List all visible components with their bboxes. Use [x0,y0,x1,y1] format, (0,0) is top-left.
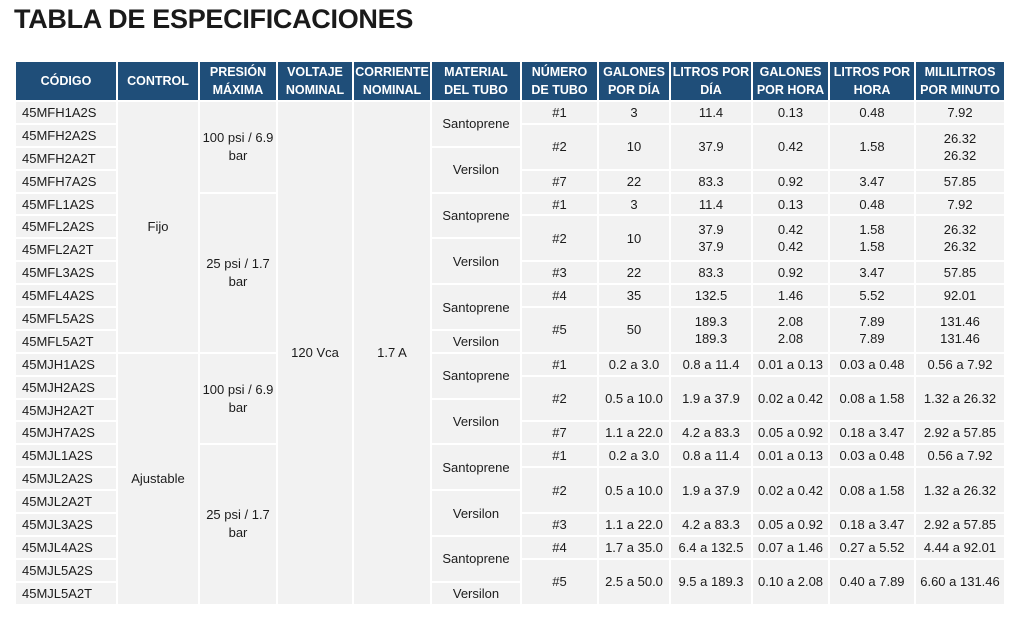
gallons-per-hour-cell [753,308,828,352]
liters-per-hour-cell-line: 7.89 [859,313,885,329]
pressure-cell: 100 psi / 6.9 bar [200,354,276,444]
ml-per-minute-cell: 1.32 a 26.32 [916,377,1004,421]
code-cell: 45MFL2A2T [16,239,116,260]
gallons-per-day-cell: 1.7 a 35.0 [599,537,669,558]
code-cell: 45MFL4A2S [16,285,116,306]
ml-per-minute-cell: 2.92 a 57.85 [916,514,1004,535]
header-control: CONTROL [118,62,198,100]
ml-per-minute-cell: 2.92 a 57.85 [916,422,1004,443]
gallons-per-hour-cell [753,216,828,260]
liters-per-day-cell: 11.4 [671,102,751,123]
ml-per-minute-cell: 0.56 a 7.92 [916,445,1004,466]
gallons-per-day-cell: 3 [599,102,669,123]
liters-per-day-cell: 132.5 [671,285,751,306]
gallons-per-hour-cell: 0.07 a 1.46 [753,537,828,558]
current-cell: 1.7 A [354,102,430,604]
gallons-per-day-cell: 10 [599,125,669,169]
liters-per-day-cell-line: 37.9 [698,239,724,255]
liters-per-hour-cell: 0.27 a 5.52 [830,537,914,558]
code-cell: 45MJH2A2S [16,377,116,398]
header-galones-dia: GALONES POR DÍA [599,62,669,100]
tube-material-cell: Versilon [432,491,520,535]
gallons-per-hour-cell-line: 0.42 [777,222,804,238]
header-voltaje: VOLTAJE NOMINAL [278,62,352,100]
liters-per-hour-cell-line: 1.58 [859,222,885,238]
ml-per-minute-cell: 4.44 a 92.01 [916,537,1004,558]
gallons-per-hour-cell: 0.05 a 0.92 [753,422,828,443]
gallons-per-hour-cell-line: 2.08 [777,330,804,346]
gallons-per-hour-cell: 0.13 [753,194,828,215]
tube-number-cell: #2 [522,468,597,512]
ml-per-minute-cell-line: 26.32 [943,130,977,146]
header-material: MATERIAL DEL TUBO [432,62,520,100]
gallons-per-day-cell: 0.5 a 10.0 [599,377,669,421]
tube-material-cell: Santoprene [432,354,520,398]
tube-number-cell: #4 [522,537,597,558]
code-cell: 45MFH1A2S [16,102,116,123]
ml-per-minute-cell [916,216,1004,260]
header-litros-hora: LITROS POR HORA [830,62,914,100]
code-cell: 45MFH7A2S [16,171,116,192]
tube-material-cell: Santoprene [432,285,520,329]
tube-number-cell: #7 [522,422,597,443]
ml-per-minute-cell-line: 131.46 [940,313,980,329]
liters-per-day-cell-line: 189.3 [694,313,728,329]
gallons-per-hour-cell: 0.05 a 0.92 [753,514,828,535]
ml-per-minute-cell: 0.56 a 7.92 [916,354,1004,375]
tube-number-cell: #3 [522,262,597,283]
liters-per-day-cell: 11.4 [671,194,751,215]
tube-material-cell: Versilon [432,331,520,352]
liters-per-day-cell-line: 37.9 [698,222,724,238]
ml-per-minute-cell-line: 26.32 [943,147,977,163]
gallons-per-hour-cell: 0.92 [753,262,828,283]
gallons-per-hour-cell: 0.01 a 0.13 [753,354,828,375]
ml-per-minute-cell [916,308,1004,352]
tube-number-cell: #1 [522,354,597,375]
code-cell: 45MJL5A2S [16,560,116,581]
liters-per-hour-cell: 0.48 [830,194,914,215]
pressure-cell: 100 psi / 6.9 bar [200,102,276,192]
liters-per-day-cell: 1.9 a 37.9 [671,468,751,512]
tube-number-cell: #4 [522,285,597,306]
liters-per-day-cell: 0.8 a 11.4 [671,445,751,466]
header-numero: NÚMERO DE TUBO [522,62,597,100]
code-cell: 45MJL5A2T [16,583,116,604]
gallons-per-hour-cell: 0.01 a 0.13 [753,445,828,466]
header-codigo: CÓDIGO [16,62,116,100]
liters-per-hour-cell: 0.08 a 1.58 [830,377,914,421]
code-cell: 45MFH2A2T [16,148,116,169]
ml-per-minute-cell-line: 26.32 [943,239,977,255]
table-row [16,354,1004,375]
table-row [16,102,1004,123]
liters-per-day-cell [671,216,751,260]
gallons-per-hour-cell: 1.46 [753,285,828,306]
liters-per-hour-cell: 0.18 a 3.47 [830,422,914,443]
tube-number-cell: #2 [522,216,597,260]
header-galones-hora: GALONES POR HORA [753,62,828,100]
code-cell: 45MFL2A2S [16,216,116,237]
gallons-per-hour-cell: 0.02 a 0.42 [753,377,828,421]
tube-number-cell: #2 [522,125,597,169]
tube-number-cell: #5 [522,560,597,604]
code-cell: 45MJL4A2S [16,537,116,558]
tube-number-cell: #2 [522,377,597,421]
ml-per-minute-cell [916,125,1004,169]
gallons-per-day-cell: 22 [599,171,669,192]
tube-number-cell: #1 [522,102,597,123]
ml-per-minute-cell-line: 131.46 [940,330,980,346]
liters-per-day-cell: 9.5 a 189.3 [671,560,751,604]
table-body [16,102,1004,604]
liters-per-hour-cell: 0.03 a 0.48 [830,354,914,375]
code-cell: 45MFL1A2S [16,194,116,215]
ml-per-minute-cell: 7.92 [916,194,1004,215]
liters-per-hour-cell [830,216,914,260]
gallons-per-day-cell: 22 [599,262,669,283]
header-presion: PRESIÓN MÁXIMA [200,62,276,100]
tube-number-cell: #3 [522,514,597,535]
liters-per-hour-cell: 0.03 a 0.48 [830,445,914,466]
liters-per-day-cell: 0.8 a 11.4 [671,354,751,375]
tube-number-cell: #7 [522,171,597,192]
pressure-cell: 25 psi / 1.7 bar [200,445,276,603]
pressure-cell: 25 psi / 1.7 bar [200,194,276,352]
tube-material-cell: Versilon [432,148,520,192]
liters-per-day-cell: 4.2 a 83.3 [671,422,751,443]
liters-per-hour-cell-line: 7.89 [859,330,885,346]
ml-per-minute-cell-line: 26.32 [943,222,977,238]
liters-per-day-cell: 83.3 [671,171,751,192]
tube-material-cell: Santoprene [432,537,520,581]
gallons-per-day-cell: 0.2 a 3.0 [599,354,669,375]
code-cell: 45MJL2A2T [16,491,116,512]
tube-material-cell: Santoprene [432,445,520,489]
gallons-per-day-cell: 2.5 a 50.0 [599,560,669,604]
ml-per-minute-cell: 92.01 [916,285,1004,306]
liters-per-day-cell: 83.3 [671,262,751,283]
liters-per-hour-cell: 3.47 [830,171,914,192]
tube-material-cell: Versilon [432,239,520,283]
liters-per-day-cell: 1.9 a 37.9 [671,377,751,421]
header-ml-minuto: MILILITROS POR MINUTO [916,62,1004,100]
ml-per-minute-cell: 1.32 a 26.32 [916,468,1004,512]
tube-number-cell: #1 [522,445,597,466]
tube-material-cell: Versilon [432,583,520,604]
tube-material-cell: Santoprene [432,194,520,238]
header-litros-dia: LITROS POR DÍA [671,62,751,100]
tube-number-cell: #1 [522,194,597,215]
control-cell: Ajustable [118,354,198,604]
header-row [16,62,1004,100]
code-cell: 45MJH1A2S [16,354,116,375]
gallons-per-day-cell: 10 [599,216,669,260]
code-cell: 45MFL5A2S [16,308,116,329]
specifications-table [14,60,1006,606]
liters-per-day-cell: 6.4 a 132.5 [671,537,751,558]
gallons-per-day-cell: 35 [599,285,669,306]
code-cell: 45MJL3A2S [16,514,116,535]
voltage-cell: 120 Vca [278,102,352,604]
liters-per-hour-cell [830,308,914,352]
liters-per-day-cell: 4.2 a 83.3 [671,514,751,535]
ml-per-minute-cell: 57.85 [916,262,1004,283]
code-cell: 45MFH2A2S [16,125,116,146]
tube-number-cell: #5 [522,308,597,352]
gallons-per-day-cell: 3 [599,194,669,215]
liters-per-hour-cell: 0.40 a 7.89 [830,560,914,604]
liters-per-hour-cell: 3.47 [830,262,914,283]
liters-per-day-cell: 37.9 [671,125,751,169]
code-cell: 45MFL5A2T [16,331,116,352]
gallons-per-hour-cell: 0.92 [753,171,828,192]
code-cell: 45MFL3A2S [16,262,116,283]
ml-per-minute-cell: 7.92 [916,102,1004,123]
code-cell: 45MJH2A2T [16,400,116,421]
liters-per-hour-cell: 5.52 [830,285,914,306]
tube-material-cell: Versilon [432,400,520,444]
gallons-per-day-cell: 0.5 a 10.0 [599,468,669,512]
liters-per-hour-cell: 0.08 a 1.58 [830,468,914,512]
code-cell: 45MJH7A2S [16,422,116,443]
control-cell: Fijo [118,102,198,352]
liters-per-hour-cell: 0.18 a 3.47 [830,514,914,535]
code-cell: 45MJL2A2S [16,468,116,489]
ml-per-minute-cell: 6.60 a 131.46 [916,560,1004,604]
gallons-per-day-cell: 1.1 a 22.0 [599,514,669,535]
gallons-per-hour-cell: 0.42 [753,125,828,169]
gallons-per-hour-cell: 0.02 a 0.42 [753,468,828,512]
gallons-per-hour-cell: 0.10 a 2.08 [753,560,828,604]
liters-per-hour-cell-line: 1.58 [859,239,885,255]
tube-material-cell: Santoprene [432,102,520,146]
liters-per-day-cell [671,308,751,352]
gallons-per-day-cell: 0.2 a 3.0 [599,445,669,466]
liters-per-day-cell-line: 189.3 [694,330,728,346]
ml-per-minute-cell: 57.85 [916,171,1004,192]
gallons-per-day-cell: 1.1 a 22.0 [599,422,669,443]
gallons-per-day-cell: 50 [599,308,669,352]
gallons-per-hour-cell-line: 0.42 [777,239,804,255]
page-title: TABLA DE ESPECIFICACIONES [14,4,414,34]
liters-per-hour-cell: 0.48 [830,102,914,123]
gallons-per-hour-cell: 0.13 [753,102,828,123]
liters-per-hour-cell: 1.58 [830,125,914,169]
gallons-per-hour-cell-line: 2.08 [777,313,804,329]
header-corriente: CORRIENTE NOMINAL [354,62,430,100]
code-cell: 45MJL1A2S [16,445,116,466]
